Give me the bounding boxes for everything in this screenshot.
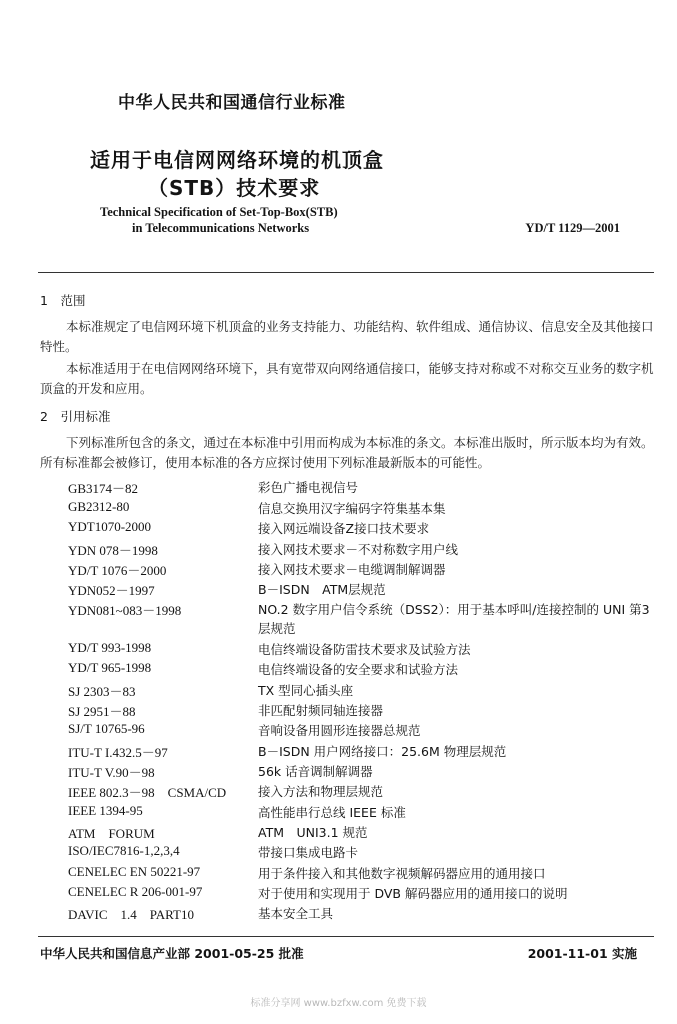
footer-divider: [38, 936, 654, 937]
reference-item: [68, 660, 658, 681]
reference-item: [68, 864, 658, 885]
references-paragraph: 下列标准所包含的条文，通过在本标准中引用而构成为本标准的条文。本标准出版时，所示版本均为有效。所有标准都会被修订，使用本标准的各方应探讨使用下列标准最新版本的可能性。: [40, 435, 654, 470]
reference-code: ITU-T I.432.5－97: [68, 745, 168, 760]
scope-paragraph-1: 本标准规定了电信网环境下机顶盒的业务支持能力、功能结构、软件组成、通信协议、信息安全及其他接口特性。: [40, 319, 654, 354]
reference-code: YD/T 965-1998: [68, 660, 152, 675]
reference-code: GB3174－82: [68, 481, 139, 496]
reference-title: 电信终端设备的安全要求和试验方法: [258, 662, 459, 677]
reference-code: YD/T 1076－2000: [68, 563, 167, 578]
reference-code: DAVIC 1.4 PART10: [68, 907, 194, 922]
reference-code: IEEE 802.3－98 CSMA/CD: [68, 785, 227, 800]
reference-title: 接入网远端设备Z接口技术要求: [258, 521, 430, 536]
reference-code: ISO/IEC7816-1,2,3,4: [68, 843, 180, 858]
reference-item: [68, 721, 658, 742]
reference-title: B－ISDN ATM层规范: [258, 582, 386, 597]
reference-title: ATM UNI3.1 规范: [258, 825, 368, 840]
reference-item: [68, 560, 658, 581]
reference-item: [68, 499, 658, 520]
reference-item: [68, 600, 658, 640]
reference-code: SJ 2303－83: [68, 684, 136, 699]
reference-title: 电信终端设备防雷技术要求及试验方法: [258, 642, 471, 657]
reference-item: [68, 782, 658, 803]
reference-item: [68, 884, 658, 905]
reference-item: [68, 904, 658, 925]
reference-title: 信息交换用汉字编码字符集基本集: [258, 501, 446, 516]
english-title-line1: Technical Specification of Set-Top-Box(STB): [100, 205, 338, 219]
reference-code: CENELEC EN 50221-97: [68, 864, 201, 879]
reference-item: [68, 843, 658, 864]
approval-line: 中华人民共和国信息产业部 2001-05-25 批准: [40, 946, 304, 961]
implementation-date: 2001-11-01 实施: [527, 946, 637, 961]
reference-title: 非匹配射频同轴连接器: [258, 703, 384, 718]
reference-item: [68, 823, 658, 844]
reference-code: SJ/T 10765-96: [68, 721, 145, 736]
reference-item: [68, 701, 658, 722]
reference-code: ITU-T V.90－98: [68, 765, 155, 780]
english-title-line2: in Telecommunications Networks: [132, 221, 310, 235]
reference-title: NO.2 数字用户信令系统（DSS2）：用于基本呼叫/连接控制的 UNI 第3层规范: [258, 602, 650, 636]
reference-code: SJ 2951－88: [68, 704, 136, 719]
document-title-line2: （STB）技术要求: [148, 176, 321, 200]
reference-title: B－ISDN 用户网络接口：25.6M 物理层规范: [258, 744, 507, 759]
section-heading-scope: 1 范围: [40, 293, 86, 308]
reference-item: [68, 742, 658, 763]
reference-item: [68, 681, 658, 702]
reference-title: TX 型同心插头座: [258, 683, 354, 698]
document-title-line1: 适用于电信网网络环境的机顶盒: [90, 148, 384, 172]
scope-paragraph-2: 本标准适用于在电信网网络环境下，具有宽带双向网络通信接口，能够支持对称或不对称交互业务的数字机顶盒的开发和应用。: [40, 361, 654, 396]
reference-code: YD/T 993-1998: [68, 640, 152, 655]
reference-item: [68, 803, 658, 824]
site-watermark: 标准分享网 www.bzfxw.com 免费下载: [250, 998, 427, 1009]
reference-title: 接入方法和物理层规范: [258, 784, 384, 799]
reference-title: 接入网技术要求－电缆调制解调器: [258, 562, 446, 577]
reference-code: YDN052－1997: [68, 583, 155, 598]
reference-title: 56k 话音调制解调器: [258, 764, 373, 779]
section-heading-references: 2 引用标准: [40, 409, 111, 424]
reference-code: CENELEC R 206-001-97: [68, 884, 203, 899]
reference-title: 带接口集成电路卡: [258, 845, 359, 860]
issuing-body-header: 中华人民共和国通信行业标准: [118, 93, 346, 113]
reference-item: [68, 478, 658, 499]
reference-title: 用于条件接入和其他数字视频解码器应用的通用接口: [258, 866, 546, 881]
reference-title: 高性能串行总线 IEEE 标准: [258, 805, 406, 820]
reference-title: 彩色广播电视信号: [258, 480, 359, 495]
reference-title: 音响设备用圆形连接器总规范: [258, 723, 421, 738]
reference-code: YDN081~083－1998: [68, 603, 182, 618]
reference-item: [68, 519, 658, 540]
reference-item: [68, 580, 658, 601]
standard-code: YD/T 1129—2001: [525, 221, 620, 235]
reference-item: [68, 640, 658, 661]
reference-item: [68, 762, 658, 783]
reference-title: 对于使用和实现用于 DVB 解码器应用的通用接口的说明: [258, 886, 568, 901]
reference-code: YDN 078－1998: [68, 543, 158, 558]
reference-title: 基本安全工具: [258, 906, 334, 921]
reference-item: [68, 540, 658, 561]
reference-title: 接入网技术要求－不对称数字用户线: [258, 542, 459, 557]
reference-code: ATM FORUM: [68, 826, 155, 841]
header-divider: [38, 272, 654, 273]
reference-code: GB2312-80: [68, 499, 130, 514]
reference-code: IEEE 1394-95: [68, 803, 143, 818]
reference-code: YDT1070-2000: [68, 519, 152, 534]
